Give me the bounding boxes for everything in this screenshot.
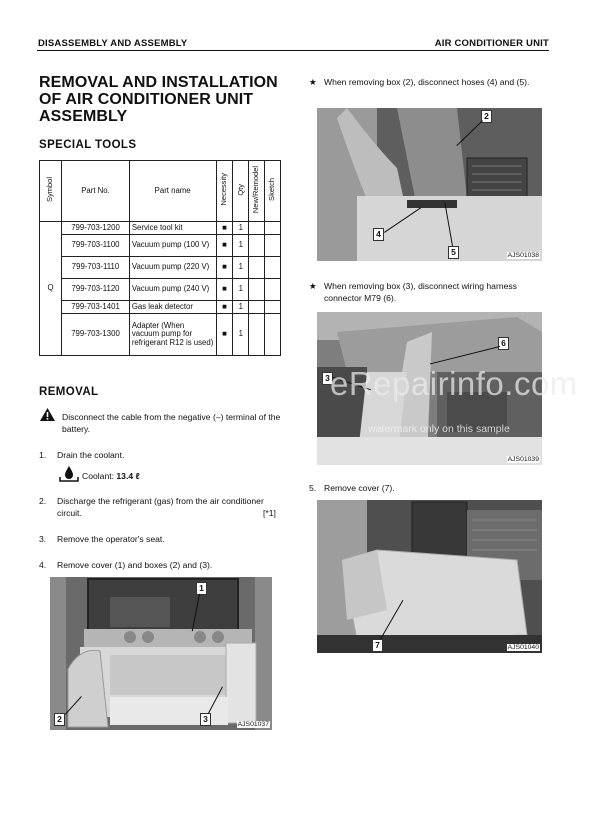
part-no-cell: 799-703-1401 xyxy=(62,301,130,314)
watermark-brand: eRepairinfo.com xyxy=(330,365,578,402)
necessity-cell: ■ xyxy=(216,279,233,301)
part-no-cell: 799-703-1110 xyxy=(62,257,130,279)
part-name-cell: Service tool kit xyxy=(129,222,216,235)
coolant-value: 13.4 ℓ xyxy=(116,471,140,481)
necessity-cell: ■ xyxy=(216,257,233,279)
note-1-star: ★ xyxy=(309,77,317,87)
figure-id: AJS01037 xyxy=(237,721,269,728)
col-part-name: Part name xyxy=(129,161,216,222)
sketch-cell xyxy=(265,257,281,279)
sketch-cell xyxy=(265,314,281,356)
necessity-cell: ■ xyxy=(216,235,233,257)
figure-cover-and-boxes xyxy=(50,577,272,730)
figure-cover-7 xyxy=(317,500,542,653)
step-2-reference: [*1] xyxy=(263,508,276,518)
col-sketch: Sketch xyxy=(265,161,281,222)
removal-heading: REMOVAL xyxy=(39,386,99,398)
col-necessity: Necessity xyxy=(216,161,233,222)
figure-cover-7-illustration xyxy=(317,500,542,653)
qty-cell: 1 xyxy=(233,314,249,356)
page-title xyxy=(39,74,289,125)
step-4-text: Remove cover (1) and boxes (2) and (3). xyxy=(57,560,213,570)
title-line-1: REMOVAL AND INSTALLATION xyxy=(39,74,278,91)
figure-box2-hoses-illustration xyxy=(317,108,542,261)
step-3-number: 3. xyxy=(39,534,47,544)
step-5-text: Remove cover (7). xyxy=(324,483,395,493)
table-row xyxy=(40,257,281,279)
figure-id: AJS01038 xyxy=(507,252,539,259)
note-1-text: When removing box (2), disconnect hoses (4) and (5). xyxy=(324,77,530,87)
table-row xyxy=(40,235,281,257)
header-section-title: DISASSEMBLY AND ASSEMBLY xyxy=(38,38,188,49)
sketch-cell xyxy=(265,235,281,257)
coolant-label: Coolant: xyxy=(82,471,115,481)
callout-5: 5 xyxy=(448,246,459,259)
warning-text: Disconnect the cable from the negative (–) terminal of the battery. xyxy=(62,412,281,434)
warning-icon xyxy=(39,407,56,422)
callout-3: 3 xyxy=(200,713,211,726)
part-no-cell: 799-703-1200 xyxy=(62,222,130,235)
step-4-number: 4. xyxy=(39,560,47,570)
title-line-3: ASSEMBLY xyxy=(39,108,128,125)
part-no-cell: 799-703-1120 xyxy=(62,279,130,301)
col-new-remodel: New/Remodel xyxy=(249,161,265,222)
new-remodel-cell xyxy=(249,279,265,301)
table-row xyxy=(40,301,281,314)
col-part-no: Part No. xyxy=(62,161,130,222)
figure-box2-hoses xyxy=(317,108,542,261)
new-remodel-cell xyxy=(249,301,265,314)
qty-cell: 1 xyxy=(233,235,249,257)
qty-cell: 1 xyxy=(233,279,249,301)
table-row xyxy=(40,279,281,301)
part-name-cell: Gas leak detector xyxy=(129,301,216,314)
table-header-row xyxy=(40,161,281,222)
header-rule xyxy=(37,50,549,51)
new-remodel-cell xyxy=(249,235,265,257)
callout-4: 4 xyxy=(373,228,384,241)
watermark-note: watermark only on this sample xyxy=(368,423,510,435)
callout-2: 2 xyxy=(481,110,492,123)
step-2-number: 2. xyxy=(39,496,47,506)
step-2-text: Discharge the refrigerant (gas) from the air conditioner circuit. xyxy=(57,496,264,518)
step-1-text: Drain the coolant. xyxy=(57,450,125,460)
part-name-cell: Vacuum pump (240 V) xyxy=(129,279,216,301)
step-3-text: Remove the operator's seat. xyxy=(57,534,165,544)
col-symbol: Symbol xyxy=(40,161,62,222)
coolant-drain-icon xyxy=(58,465,80,483)
part-name-cell: Vacuum pump (220 V) xyxy=(129,257,216,279)
title-line-2: OF AIR CONDITIONER UNIT xyxy=(39,91,254,108)
new-remodel-cell xyxy=(249,222,265,235)
part-no-cell: 799-703-1100 xyxy=(62,235,130,257)
sketch-cell xyxy=(265,301,281,314)
qty-cell: 1 xyxy=(233,222,249,235)
step-1-number: 1. xyxy=(39,450,47,460)
callout-3: 3 xyxy=(322,372,333,385)
callout-2: 2 xyxy=(54,713,65,726)
qty-cell: 1 xyxy=(233,301,249,314)
note-2-text: When removing box (3), disconnect wiring harness connector M79 (6). xyxy=(324,281,517,303)
necessity-cell: ■ xyxy=(216,222,233,235)
coolant-spec xyxy=(82,471,140,483)
necessity-cell: ■ xyxy=(216,314,233,356)
part-no-cell: 799-703-1300 xyxy=(62,314,130,356)
qty-cell: 1 xyxy=(233,257,249,279)
symbol-cell: Q xyxy=(40,222,62,356)
new-remodel-cell xyxy=(249,314,265,356)
special-tools-heading: SPECIAL TOOLS xyxy=(39,139,137,151)
step-5-number: 5. xyxy=(309,483,317,493)
part-name-cell: Adapter (When vacuum pump for refrigerant R12 is used) xyxy=(129,314,216,356)
callout-6: 6 xyxy=(498,337,509,350)
sketch-cell xyxy=(265,279,281,301)
table-row xyxy=(40,222,281,235)
figure-cover-and-boxes-illustration xyxy=(50,577,272,730)
figure-id: AJS01040 xyxy=(507,644,539,651)
table-row xyxy=(40,314,281,356)
col-qty: Qty xyxy=(233,161,249,222)
figure-id: AJS01039 xyxy=(507,456,539,463)
note-2-star: ★ xyxy=(309,281,317,291)
new-remodel-cell xyxy=(249,257,265,279)
special-tools-table xyxy=(39,160,281,356)
necessity-cell: ■ xyxy=(216,301,233,314)
part-name-cell: Vacuum pump (100 V) xyxy=(129,235,216,257)
header-chapter-title: AIR CONDITIONER UNIT xyxy=(434,38,549,49)
callout-1: 1 xyxy=(196,582,207,595)
sketch-cell xyxy=(265,222,281,235)
callout-7: 7 xyxy=(372,639,383,652)
